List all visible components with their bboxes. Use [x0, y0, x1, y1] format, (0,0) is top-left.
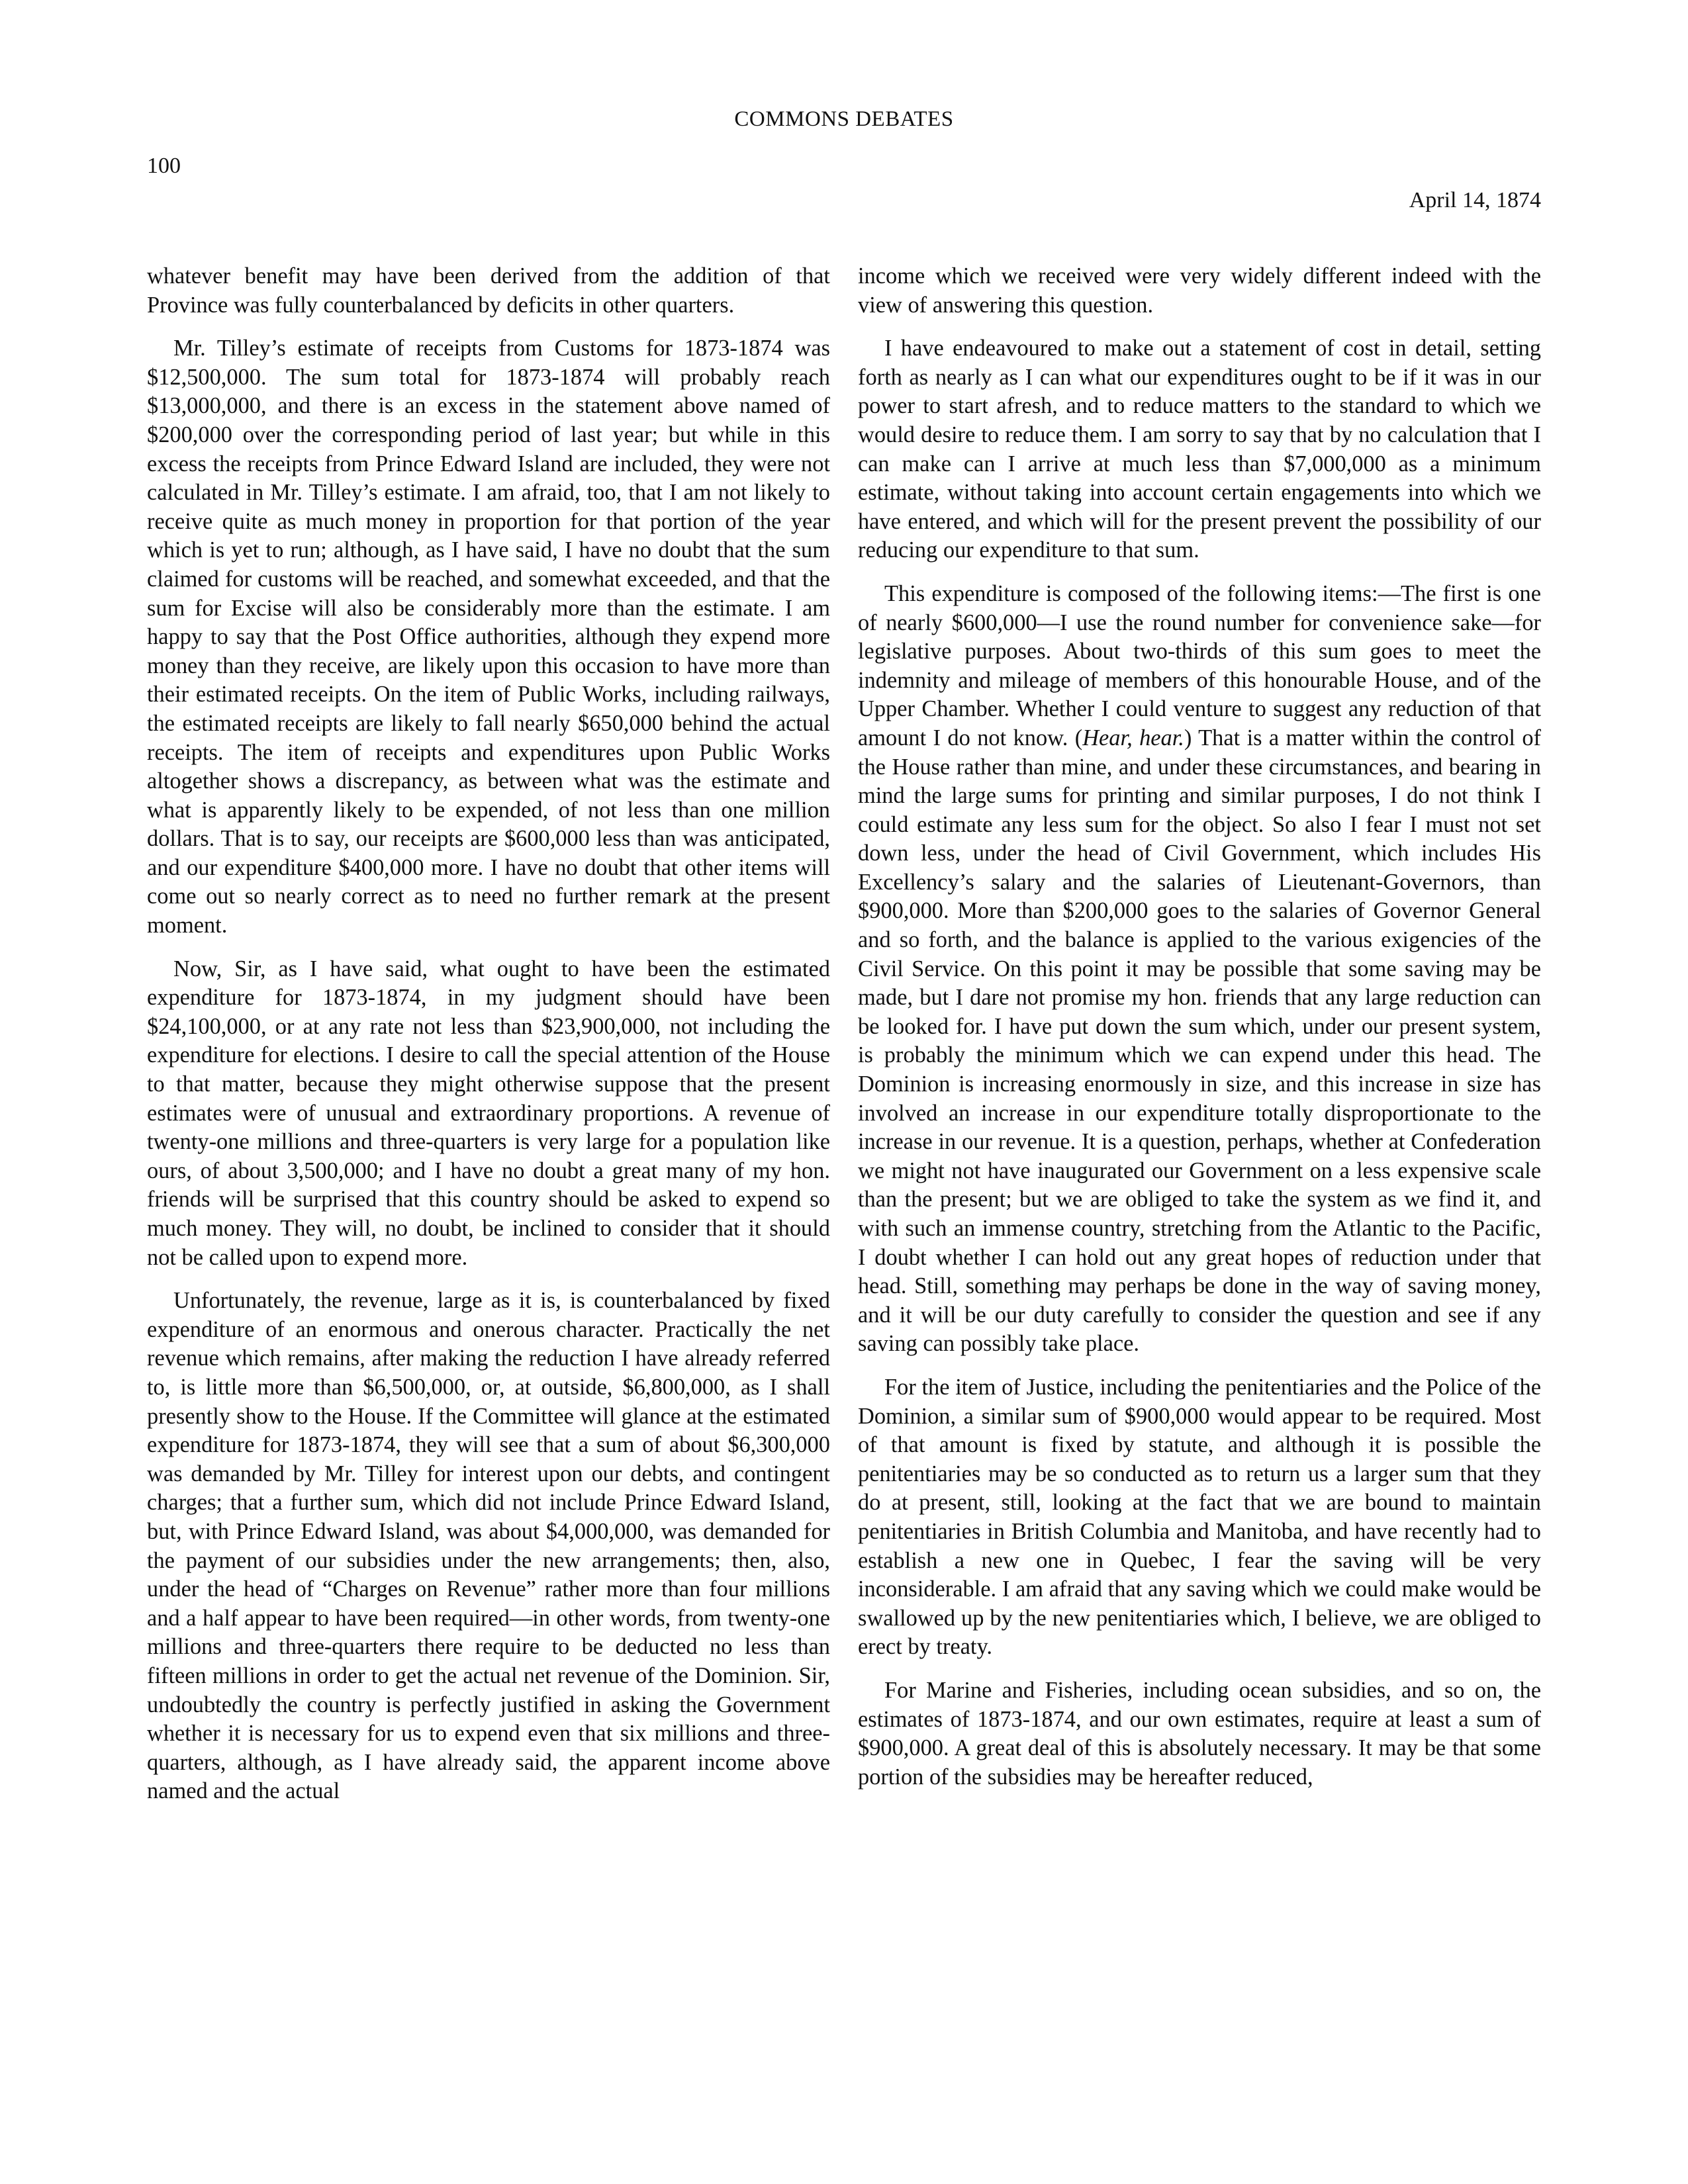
page-number: 100	[147, 154, 181, 178]
right-column	[858, 262, 1541, 1806]
paragraph-customs-estimate: Mr. Tilley’s estimate of receipts from Customs for 1873-1874 was $12,500,000. The sum total for 1873-1874 will probably reach $13,000,000, and there is an excess in the statement above named of $200,000 over the corresponding period of last year; but while in this excess the receipts from Prince Edward Island are included, they were not calculated in Mr. Tilley’s estimate. I am afraid, too, that I am not likely to receive quite as much money in proportion for that portion of the year which is yet to run; although, as I have said, I have no doubt that the sum claimed for customs will be reached, and somewhat exceeded, and that the sum for Excise will also be considerably more than the estimate. I am happy to say that the Post Office authorities, although they expend more money than they receive, are likely upon this occasion to have more than their estimated receipts. On the item of Public Works, including railways, the estimated receipts are likely to fall nearly $650,000 behind the actual receipts. The item of receipts and expenditures upon Public Works altogether shows a discrepancy, as between what was the estimate and what is apparently likely to be expended, of not less than one million dollars. That is to say, our receipts are $600,000 less than was anticipated, and our expenditure $400,000 more. I have no doubt that other items will come out so nearly correct as to need no further remark at the present moment.	[147, 336, 830, 938]
paragraph-fixed-expenditure: Unfortunately, the revenue, large as it is, is counterbalanced by fixed expenditure of an enormous and onerous character. Practically the net revenue which remains, after making the reduction I have already referred to, is little more than $6,500,000, or, at outside, $6,800,000, as I shall presently show to the House. If the Committee will glance at the estimated expenditure for 1873-1874, they will see that a sum of about $6,300,000 was demanded by Mr. Tilley for interest upon our debts, and contingent charges; that a further sum, which did not include Prince Edward Island, but, with Prince Edward Island, was about $4,000,000, was demanded for the payment of our subsidies under the new arrangements; then, also, under the head of “Charges on Revenue” rather more than four millions and a half appear to have been required—in other words, from twenty-one millions and three-quarters there require to be deducted no less than fifteen millions in order to get the actual net revenue of the Dominion. Sir, undoubtedly the country is perfectly justified in asking the Government whether it is necessary for us to expend even that six millions and three-quarters, although, as I have already said, the apparent income above named and the actual	[147, 1288, 830, 1804]
paragraph-expenditure-items	[858, 580, 1541, 1359]
paragraph-cost-statement: I have endeavoured to make out a statement of cost in detail, setting forth as nearly as I can what our expenditures ought to be if it was in our power to start afresh, and to reduce matters to the standard to which we would desire to reduce them. I am sorry to say that by no calculation that I can make can I arrive at much less than $7,000,000 as a minimum estimate, without taking into account certain engagements into which we have entered, and which will for the present prevent the possibility of our reducing our expenditure to that sum.	[858, 336, 1541, 563]
paragraph-continued: whatever benefit may have been derived from the addition of that Province was fully counterbalanced by deficits in other quarters.	[147, 263, 830, 318]
paragraph-marine-fisheries: For Marine and Fisheries, including ocean subsidies, and so on, the estimates of 1873-1874, and our own estimates, require at least a sum of $900,000. A great deal of this is absolutely necessary. It may be that some portion of the subsidies may be hereafter reduced,	[858, 1677, 1541, 1790]
paragraph-justice: For the item of Justice, including the penitentiaries and the Police of the Dominion, a similar sum of $900,000 would appear to be required. Most of that amount is fixed by statute, and although it is possible the penitentiaries may be so conducted as to return us a larger sum that they do at present, still, looking at the fact that we are bound to maintain penitentiaries in British Columbia and Manitoba, and have recently had to establish a new one in Quebec, I fear the saving will be very inconsiderable. I am afraid that any saving which we could make would be swallowed up by the new penitentiaries which, I believe, we are obliged to erect by treaty.	[858, 1374, 1541, 1660]
paragraph-text: ) That is a matter within the control of the House rather than mine, and under these circumstances, and bearing in mind the large sums for printing and similar purposes, I do not think I could estimate any less sum for the object. So also I fear I must not set down less, under the head of Civil Government, which includes His Excellency’s salary and the salaries of Lieutenant-Governors, than $900,000. More than $200,000 goes to the salaries of Governor General and so forth, and the balance is applied to the various exigencies of the Civil Service. On this point it may be possible that some saving may be made, but I dare not promise my hon. friends that any large reduction can be looked for. I have put down the sum which, under our present system, is probably the minimum which we can expend under this head. The Dominion is increasing enormously in size, and this increase in size has involved an increase in our expenditure totally disproportionate to the increase in our revenue. It is a question, perhaps, whether at Confederation we might not have inaugurated our Government on a less expensive scale than the present; but we are obliged to take the system as we find it, and with such an immense country, stretching from the Atlantic to the Pacific, I doubt whether I can hold out any great hopes of reduction under that head. Still, something may perhaps be done in the way of saving money, and it will be our duty carefully to consider the question and see if any saving can possibly take place.	[858, 725, 1541, 1357]
running-header-title: COMMONS DEBATES	[734, 107, 954, 131]
paragraph-estimated-expenditure: Now, Sir, as I have said, what ought to have been the estimated expenditure for 1873-1874, in my judgment should have been $24,100,000, or at any rate not less than $23,900,000, not including the expenditure for elections. I desire to call the special attention of the House to that matter, because they might otherwise suppose that the present estimates were of unusual and extraordinary proportions. A revenue of twenty-one millions and three-quarters is very large for a population like ours, of about 3,500,000; and I have no doubt a great many of my hon. friends will be surprised that this country should be asked to expend so much money. They will, no doubt, be inclined to consider that it should not be called upon to expend more.	[147, 956, 830, 1270]
paragraph-continued-right: income which we received were very widely different indeed with the view of answering this question.	[858, 263, 1541, 318]
left-column	[147, 262, 830, 1821]
interjection: Hear, hear.	[1082, 725, 1184, 751]
page-date: April 14, 1874	[1409, 188, 1541, 212]
paragraph-text: This expenditure is composed of the following items:—The first is one of nearly $600,000—I use the round number for convenience sake—for legislative purposes. About two-thirds of this sum goes to meet the indemnity and mileage of members of this honourable House, and of the Upper Chamber. Whether I could venture to suggest any reduction of that amount I do not know. (	[858, 580, 1541, 751]
